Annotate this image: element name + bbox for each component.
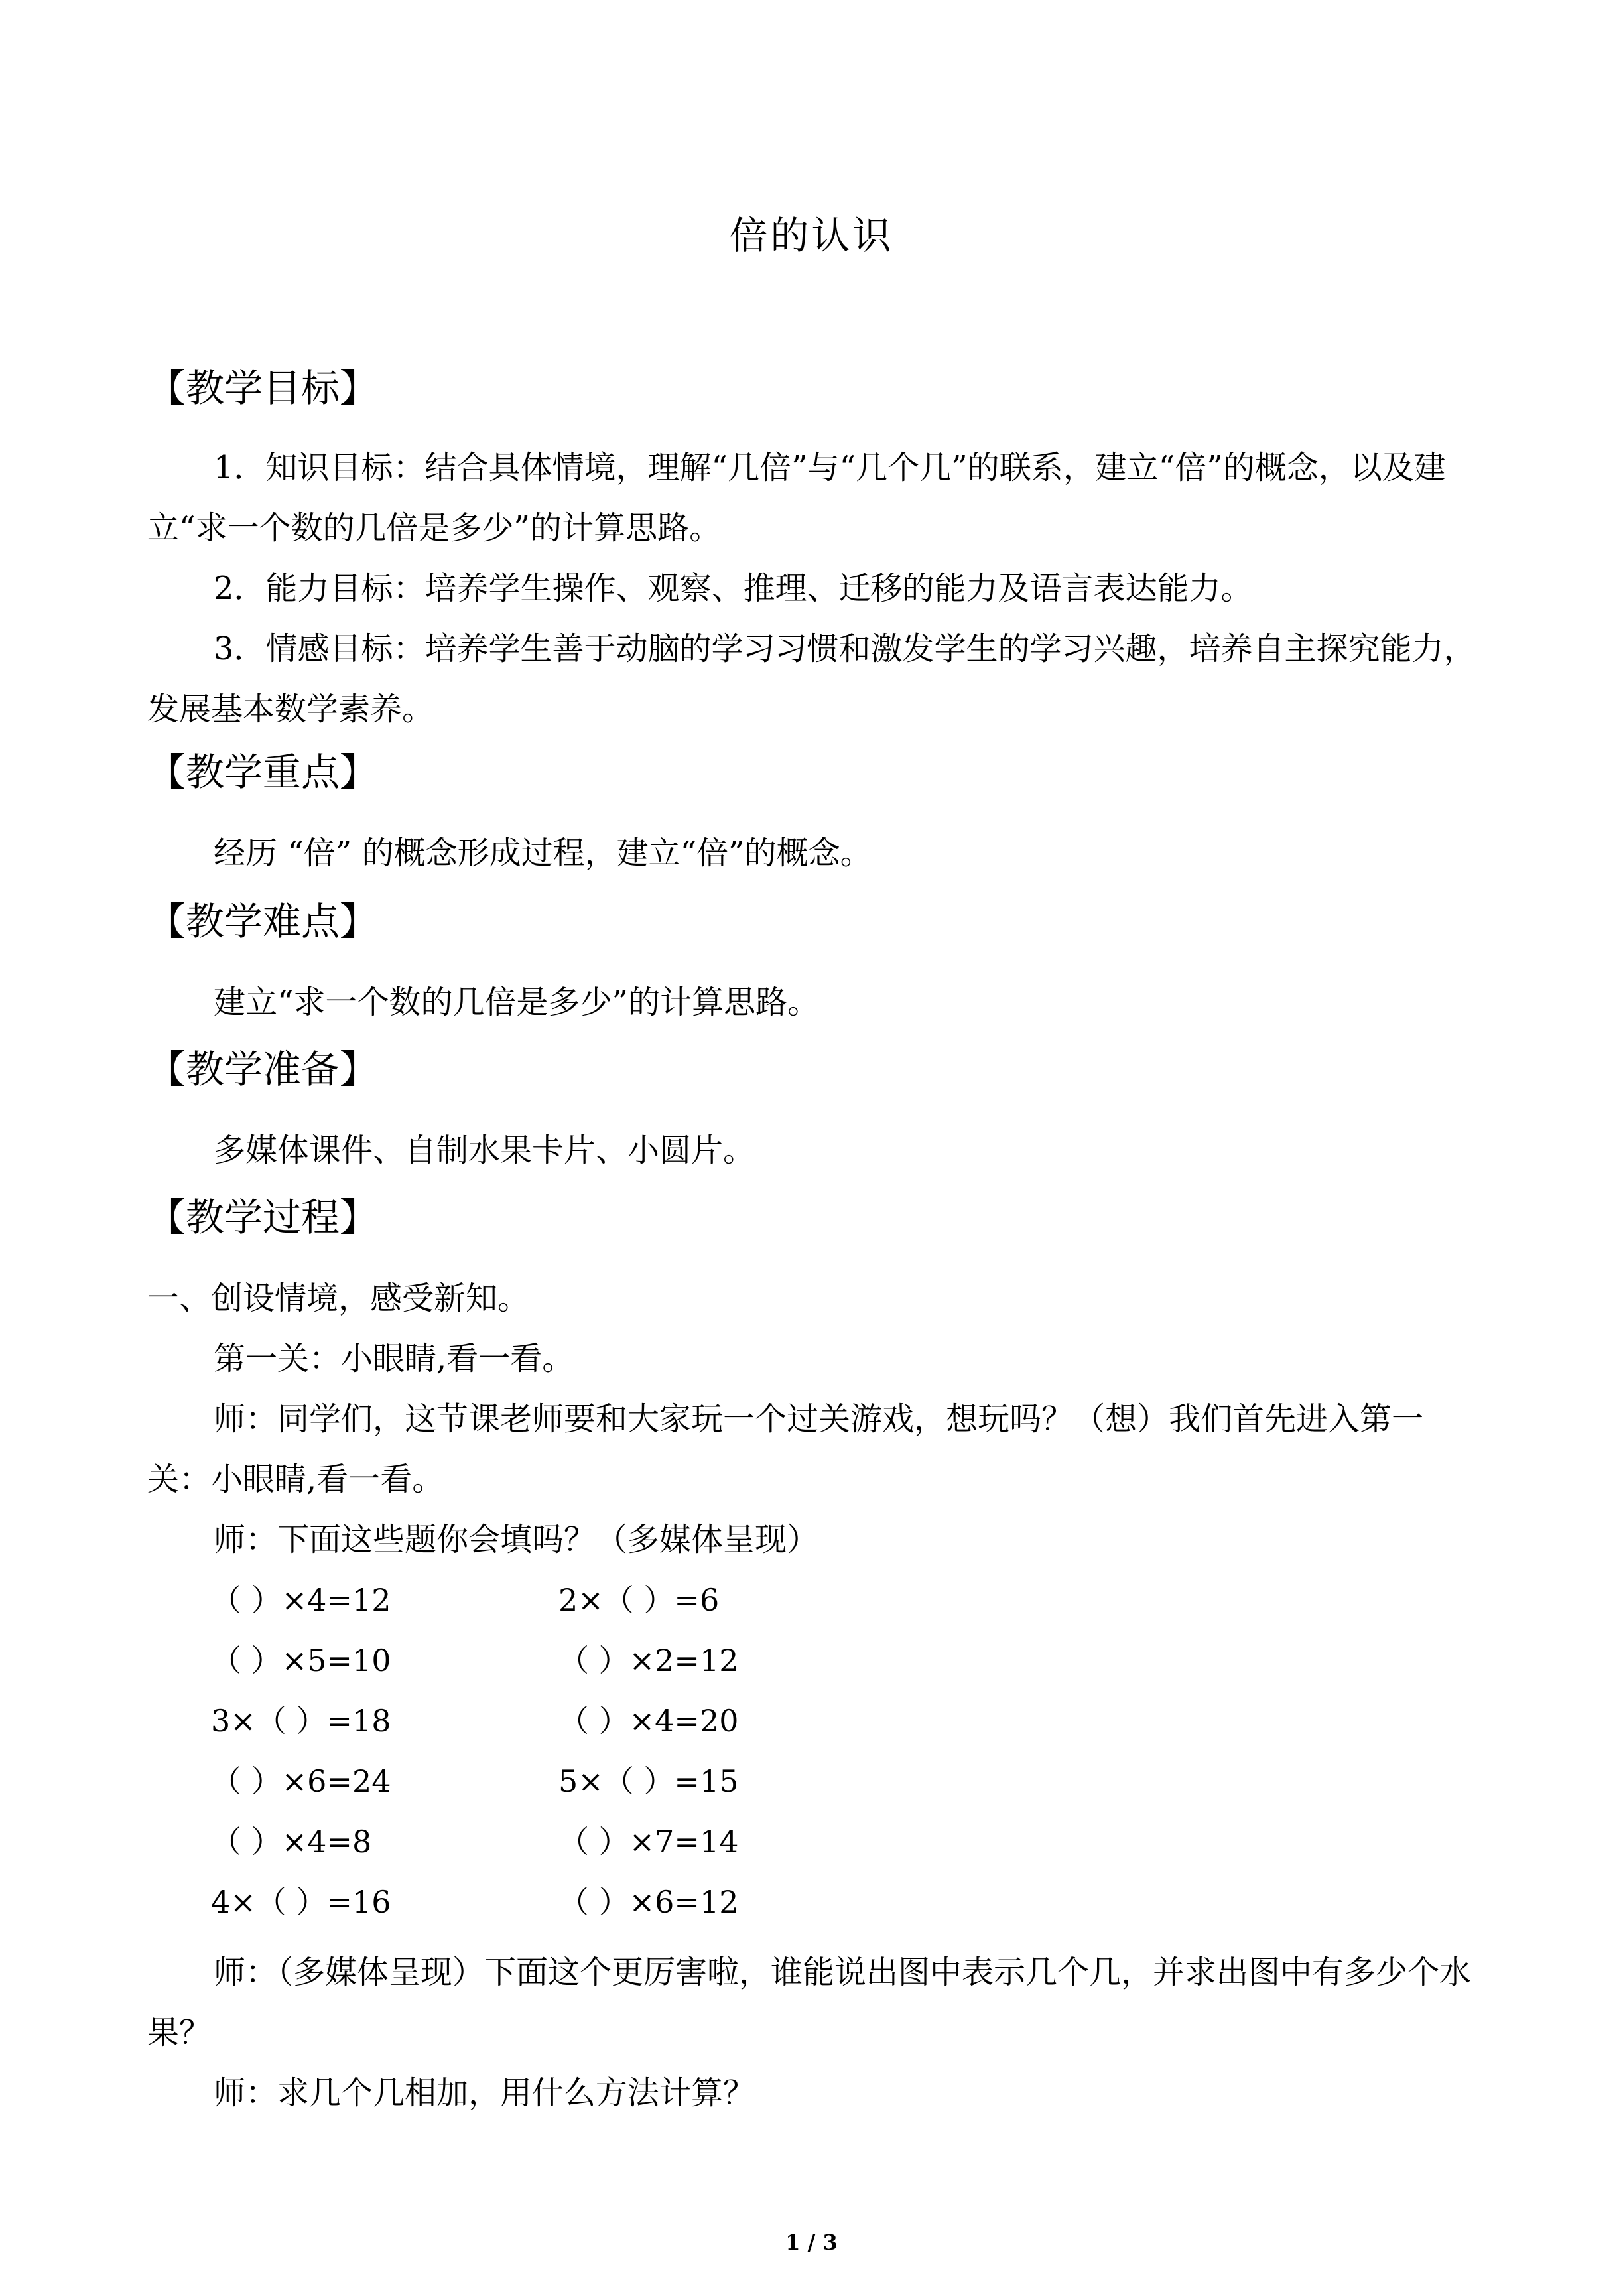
process-teacher-4: 师：求几个几相加，用什么方法计算？: [214, 2074, 755, 2112]
equation-item: 5×（ ）=15: [558, 1763, 739, 1799]
equation-item: （ ）×7=14: [558, 1824, 739, 1859]
key-points-text: 经历 “倍” 的概念形成过程，建立“倍”的概念。: [214, 835, 872, 872]
objective-1: 1．知识目标：结合具体情境，理解“几倍”与“几个几”的联系，建立“倍”的概念，以及建立“求一个数的几倍是多少”的计算思路。: [147, 449, 1446, 547]
heading-process: 【教学过程】: [147, 1195, 379, 1240]
equation-item: （ ）×6=12: [558, 1884, 739, 1920]
process-teacher-1: 师：同学们，这节课老师要和大家玩一个过关游戏，想玩吗？（想）我们首先进入第一关：小眼睛,看一看。: [147, 1400, 1424, 1498]
equation-item: 2×（ ）=6: [558, 1582, 720, 1618]
equation-item: （ ）×6=24: [211, 1763, 391, 1799]
equation-item: （ ）×4=12: [211, 1582, 391, 1618]
heading-preparation: 【教学准备】: [147, 1047, 379, 1092]
page-number: 1 / 3: [785, 2230, 838, 2255]
difficulties-text: 建立“求一个数的几倍是多少”的计算思路。: [214, 984, 820, 1021]
equation-item: 4×（ ）=16: [211, 1884, 391, 1920]
objective-2: 2．能力目标：培养学生操作、观察、推理、迁移的能力及语言表达能力。: [214, 570, 1253, 607]
equation-item: （ ）×2=12: [558, 1643, 739, 1678]
equation-item: （ ）×4=8: [211, 1824, 372, 1859]
heading-objectives: 【教学目标】: [147, 366, 379, 411]
preparation-text: 多媒体课件、自制水果卡片、小圆片。: [214, 1132, 755, 1169]
process-teacher-2: 师：下面这些题你会填吗？（多媒体呈现）: [214, 1521, 819, 1558]
equation-item: 3×（ ）=18: [211, 1703, 391, 1739]
process-stage1: 第一关：小眼睛,看一看。: [214, 1340, 574, 1377]
equation-item: （ ）×4=20: [558, 1703, 739, 1739]
heading-difficulties: 【教学难点】: [147, 899, 379, 944]
process-teacher-3: 师：（多媒体呈现）下面这个更厉害啦，谁能说出图中表示几个几，并求出图中有多少个水果？: [147, 1954, 1472, 2051]
heading-key-points: 【教学重点】: [147, 750, 379, 795]
equation-item: （ ）×5=10: [211, 1643, 391, 1678]
process-part1-title: 一、创设情境，感受新知。: [147, 1280, 530, 1317]
page-title: 倍的认识: [729, 213, 894, 258]
objective-3: 3．情感目标：培养学生善于动脑的学习习惯和激发学生的学习兴趣，培养自主探究能力，发展基本数学素养。: [147, 630, 1476, 728]
